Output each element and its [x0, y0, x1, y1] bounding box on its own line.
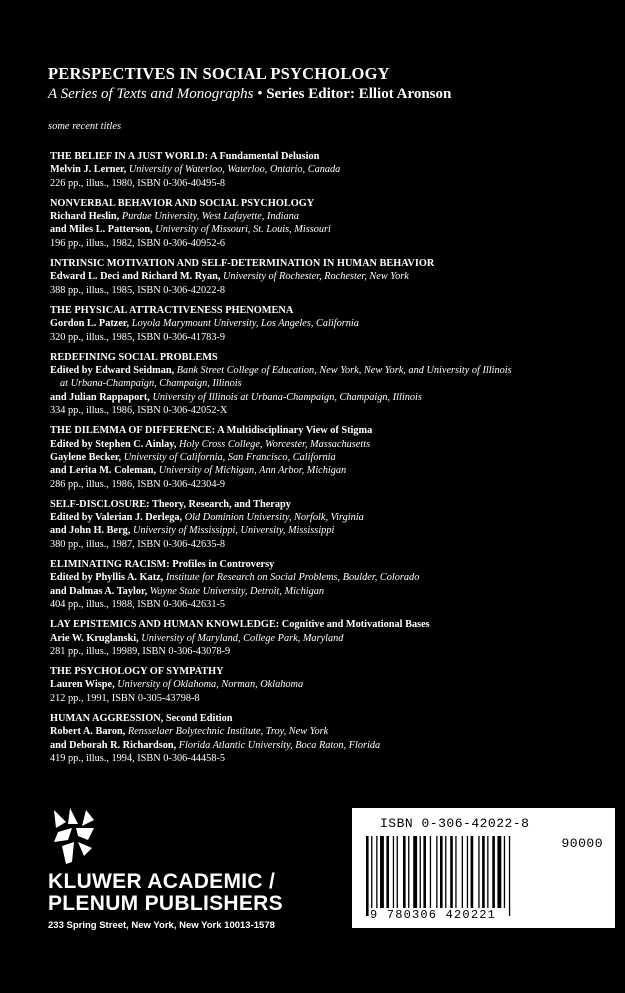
bullet: •: [257, 86, 263, 102]
entry-author-line: [50, 223, 610, 236]
author-affiliation: University of Illinois at Urbana-Champaign, Champaign, Illinois: [152, 391, 422, 403]
title-entry: [50, 197, 610, 250]
entry-title: THE BELIEF IN A JUST WORLD: A Fundamental Delusion: [50, 151, 320, 162]
entry-publication-info: 226 pp., illus., 1980, ISBN 0-306-40495-8: [50, 177, 226, 189]
barcode-bar: [497, 836, 501, 908]
kluwer-plenum-logo-icon: [48, 806, 104, 871]
entry-author-line: [50, 317, 610, 330]
title-entry: [50, 558, 610, 611]
entry-author-line: [50, 585, 610, 598]
entry-author-line: [50, 571, 610, 584]
author-name: Robert A. Baron,: [50, 726, 126, 738]
author-affiliation: University of Maryland, College Park, Maryland: [141, 632, 344, 644]
author-name: Edited by Valerian J. Derlega,: [50, 512, 183, 524]
barcode-bar: [423, 836, 426, 908]
author-name: Gaylene Becker,: [50, 451, 122, 463]
author-name: Gordon L. Patzer,: [50, 318, 130, 330]
author-name: and John H. Berg,: [50, 525, 131, 537]
barcode-bar: [504, 836, 505, 908]
series-subtitle: [48, 86, 451, 103]
entry-publication-info: 320 pp., illus., 1985, ISBN 0-306-41783-9: [50, 331, 226, 343]
barcode-bar: [430, 836, 431, 908]
author-affiliation: Florida Atlantic University, Boca Raton, Florida: [178, 739, 381, 751]
barcode-bar: [462, 836, 463, 908]
barcode-bar: [386, 836, 389, 908]
entry-publication-info: 380 pp., illus., 1987, ISBN 0-306-42635-8: [50, 538, 226, 550]
barcode-bar: [376, 836, 377, 908]
ean-number: 9 780306 420221: [370, 908, 497, 922]
barcode-bar: [366, 836, 369, 916]
entry-author-line: [50, 632, 610, 645]
entry-author-line: [50, 464, 610, 477]
entry-title: SELF-DISCLOSURE: Theory, Research, and Therapy: [50, 498, 291, 510]
entry-title: INTRINSIC MOTIVATION AND SELF-DETERMINATION IN HUMAN BEHAVIOR: [50, 258, 435, 270]
author-name: and Miles L. Patterson,: [50, 224, 153, 236]
barcode-bar: [403, 836, 406, 908]
entry-publication-info: 419 pp., illus., 1994, ISBN 0-306-44458-5: [50, 752, 226, 764]
barcode-bar: [397, 836, 398, 908]
barcode-bar: [436, 836, 437, 908]
entry-author-line: [50, 364, 610, 377]
barcode-panel: [352, 808, 615, 928]
entry-publication-info: 404 pp., illus., 1988, ISBN 0-306-42631-5: [50, 598, 226, 610]
entry-author-line: [50, 377, 610, 390]
entry-publication-info: 212 pp., 1991, ISBN 0-305-43798-8: [50, 692, 200, 704]
isbn-label: ISBN 0-306-42022-8: [380, 816, 530, 831]
entry-publication-info: 281 pp., illus., 19989, ISBN 0-306-43078-9: [50, 645, 231, 657]
barcode-bar: [413, 836, 417, 908]
entry-author-line: [50, 270, 610, 283]
author-name: Edward L. Deci and Richard M. Ryan,: [50, 271, 221, 283]
series-editor: Series Editor: Elliot Aronson: [266, 86, 452, 102]
author-name: Edited by Stephen C. Ainlay,: [50, 438, 177, 450]
barcode-bar: [380, 836, 384, 908]
barcode-bar: [492, 836, 495, 908]
entry-title: ELIMINATING RACISM: Profiles in Controversy: [50, 559, 275, 571]
title-entry: [50, 304, 610, 344]
author-name: and Lerita M. Coleman,: [50, 465, 157, 477]
publisher-name: [48, 871, 283, 915]
author-name: Lauren Wispe,: [50, 679, 115, 691]
barcode-bar: [471, 836, 474, 908]
barcode-bar: [420, 836, 421, 908]
author-affiliation: Holy Cross College, Worcester, Massachusetts: [179, 438, 371, 450]
title-list: [50, 150, 610, 772]
recent-titles-label: some recent titles: [48, 121, 122, 132]
barcode-bar: [482, 836, 485, 908]
entry-publication-info: 286 pp., illus., 1986, ISBN 0-306-42304-9: [50, 478, 226, 490]
entry-author-line: [50, 739, 610, 752]
entry-title: THE PHYSICAL ATTRACTIVENESS PHENOMENA: [50, 304, 294, 316]
title-entry: [50, 665, 610, 705]
barcode-bar: [393, 836, 394, 908]
series-title: PERSPECTIVES IN SOCIAL PSYCHOLOGY: [48, 64, 390, 83]
author-affiliation: at Urbana-Champaign, Champaign, Illinois: [60, 378, 242, 390]
author-name: Arie W. Kruglanski,: [50, 632, 139, 644]
title-entry: [50, 150, 610, 190]
author-name: and Julian Rappaport,: [50, 391, 150, 403]
barcode-bar: [450, 836, 453, 908]
publisher-line1: KLUWER ACADEMIC /: [48, 870, 276, 893]
price-code: 90000: [561, 836, 603, 851]
title-entry: [50, 618, 610, 658]
title-entry: [50, 424, 610, 490]
publisher-address: 233 Spring Street, New York, New York 10013-1578: [48, 920, 275, 931]
title-entry: [50, 351, 610, 417]
author-affiliation: Wayne State University, Detroit, Michigan: [149, 585, 325, 597]
author-affiliation: Loyola Marymount University, Los Angeles, California: [131, 318, 359, 330]
entry-title: THE DILEMMA OF DIFFERENCE: A Multidisciplinary View of Stigma: [50, 425, 373, 437]
author-name: and Dalmas A. Taylor,: [50, 585, 148, 597]
author-name: Melvin J. Lerner,: [50, 164, 127, 176]
barcode-bar: [408, 836, 409, 908]
entry-publication-info: 196 pp., illus., 1982, ISBN 0-306-40952-6: [50, 237, 226, 249]
author-affiliation: University of Rochester, Rochester, New York: [223, 271, 409, 283]
title-entry: [50, 712, 610, 765]
publisher-line2: PLENUM PUBLISHERS: [48, 892, 283, 915]
author-affiliation: University of Mississippi, University, Mississippi: [132, 525, 335, 537]
title-entry: [50, 498, 610, 551]
barcode-bar: [487, 836, 488, 908]
barcode-bar: [371, 836, 372, 916]
author-affiliation: University of Missouri, St. Louis, Missouri: [155, 224, 331, 236]
entry-title: REDEFINING SOCIAL PROBLEMS: [50, 351, 218, 363]
author-affiliation: University of Waterloo, Waterloo, Ontario, Canada: [128, 164, 341, 176]
entry-author-line: [50, 511, 610, 524]
author-affiliation: Bank Street College of Education, New York, New York, and University of Illinois: [176, 365, 512, 377]
entry-author-line: [50, 163, 610, 176]
entry-title: THE PSYCHOLOGY OF SYMPATHY: [50, 666, 224, 678]
entry-publication-info: 388 pp., illus., 1985, ISBN 0-306-42022-8: [50, 284, 226, 296]
author-affiliation: Rensselaer Bolytechnic Institute, Troy, New York: [127, 726, 329, 738]
author-name: Richard Heslin,: [50, 211, 120, 223]
barcode-bar: [478, 836, 479, 908]
author-affiliation: University of Michigan, Ann Arbor, Michigan: [158, 465, 347, 477]
entry-author-line: [50, 210, 610, 223]
author-affiliation: Purdue University, West Lafayette, Indiana: [121, 211, 299, 223]
barcode-bar: [455, 836, 456, 908]
author-affiliation: Institute for Research on Social Problems, Boulder, Colorado: [165, 572, 420, 584]
title-entry: [50, 257, 610, 297]
series-subtitle-italic: A Series of Texts and Monographs: [48, 86, 254, 102]
entry-author-line: [50, 725, 610, 738]
author-affiliation: Old Dominion University, Norfolk, Virginia: [184, 512, 364, 524]
entry-author-line: [50, 524, 610, 537]
entry-author-line: [50, 451, 610, 464]
author-name: and Deborah R. Richardson,: [50, 739, 177, 751]
author-name: Edited by Edward Seidman,: [50, 365, 175, 377]
entry-author-line: [50, 438, 610, 451]
entry-author-line: [50, 391, 610, 404]
entry-title: NONVERBAL BEHAVIOR AND SOCIAL PSYCHOLOGY: [50, 197, 315, 209]
barcode-bar: [440, 836, 443, 916]
entry-title: HUMAN AGGRESSION, Second Edition: [50, 712, 233, 724]
entry-publication-info: 334 pp., illus., 1986, ISBN 0-306-42052-X: [50, 405, 228, 417]
author-affiliation: University of California, San Francisco, California: [123, 451, 336, 463]
entry-author-line: [50, 678, 610, 691]
barcode-bar: [467, 836, 468, 908]
barcode-bar: [445, 836, 446, 908]
author-name: Edited by Phyllis A. Katz,: [50, 572, 164, 584]
author-affiliation: University of Oklahoma, Norman, Oklahoma: [117, 679, 304, 691]
barcode-bar: [509, 836, 510, 916]
entry-title: LAY EPISTEMICS AND HUMAN KNOWLEDGE: Cognitive and Motivational Bases: [50, 619, 430, 631]
